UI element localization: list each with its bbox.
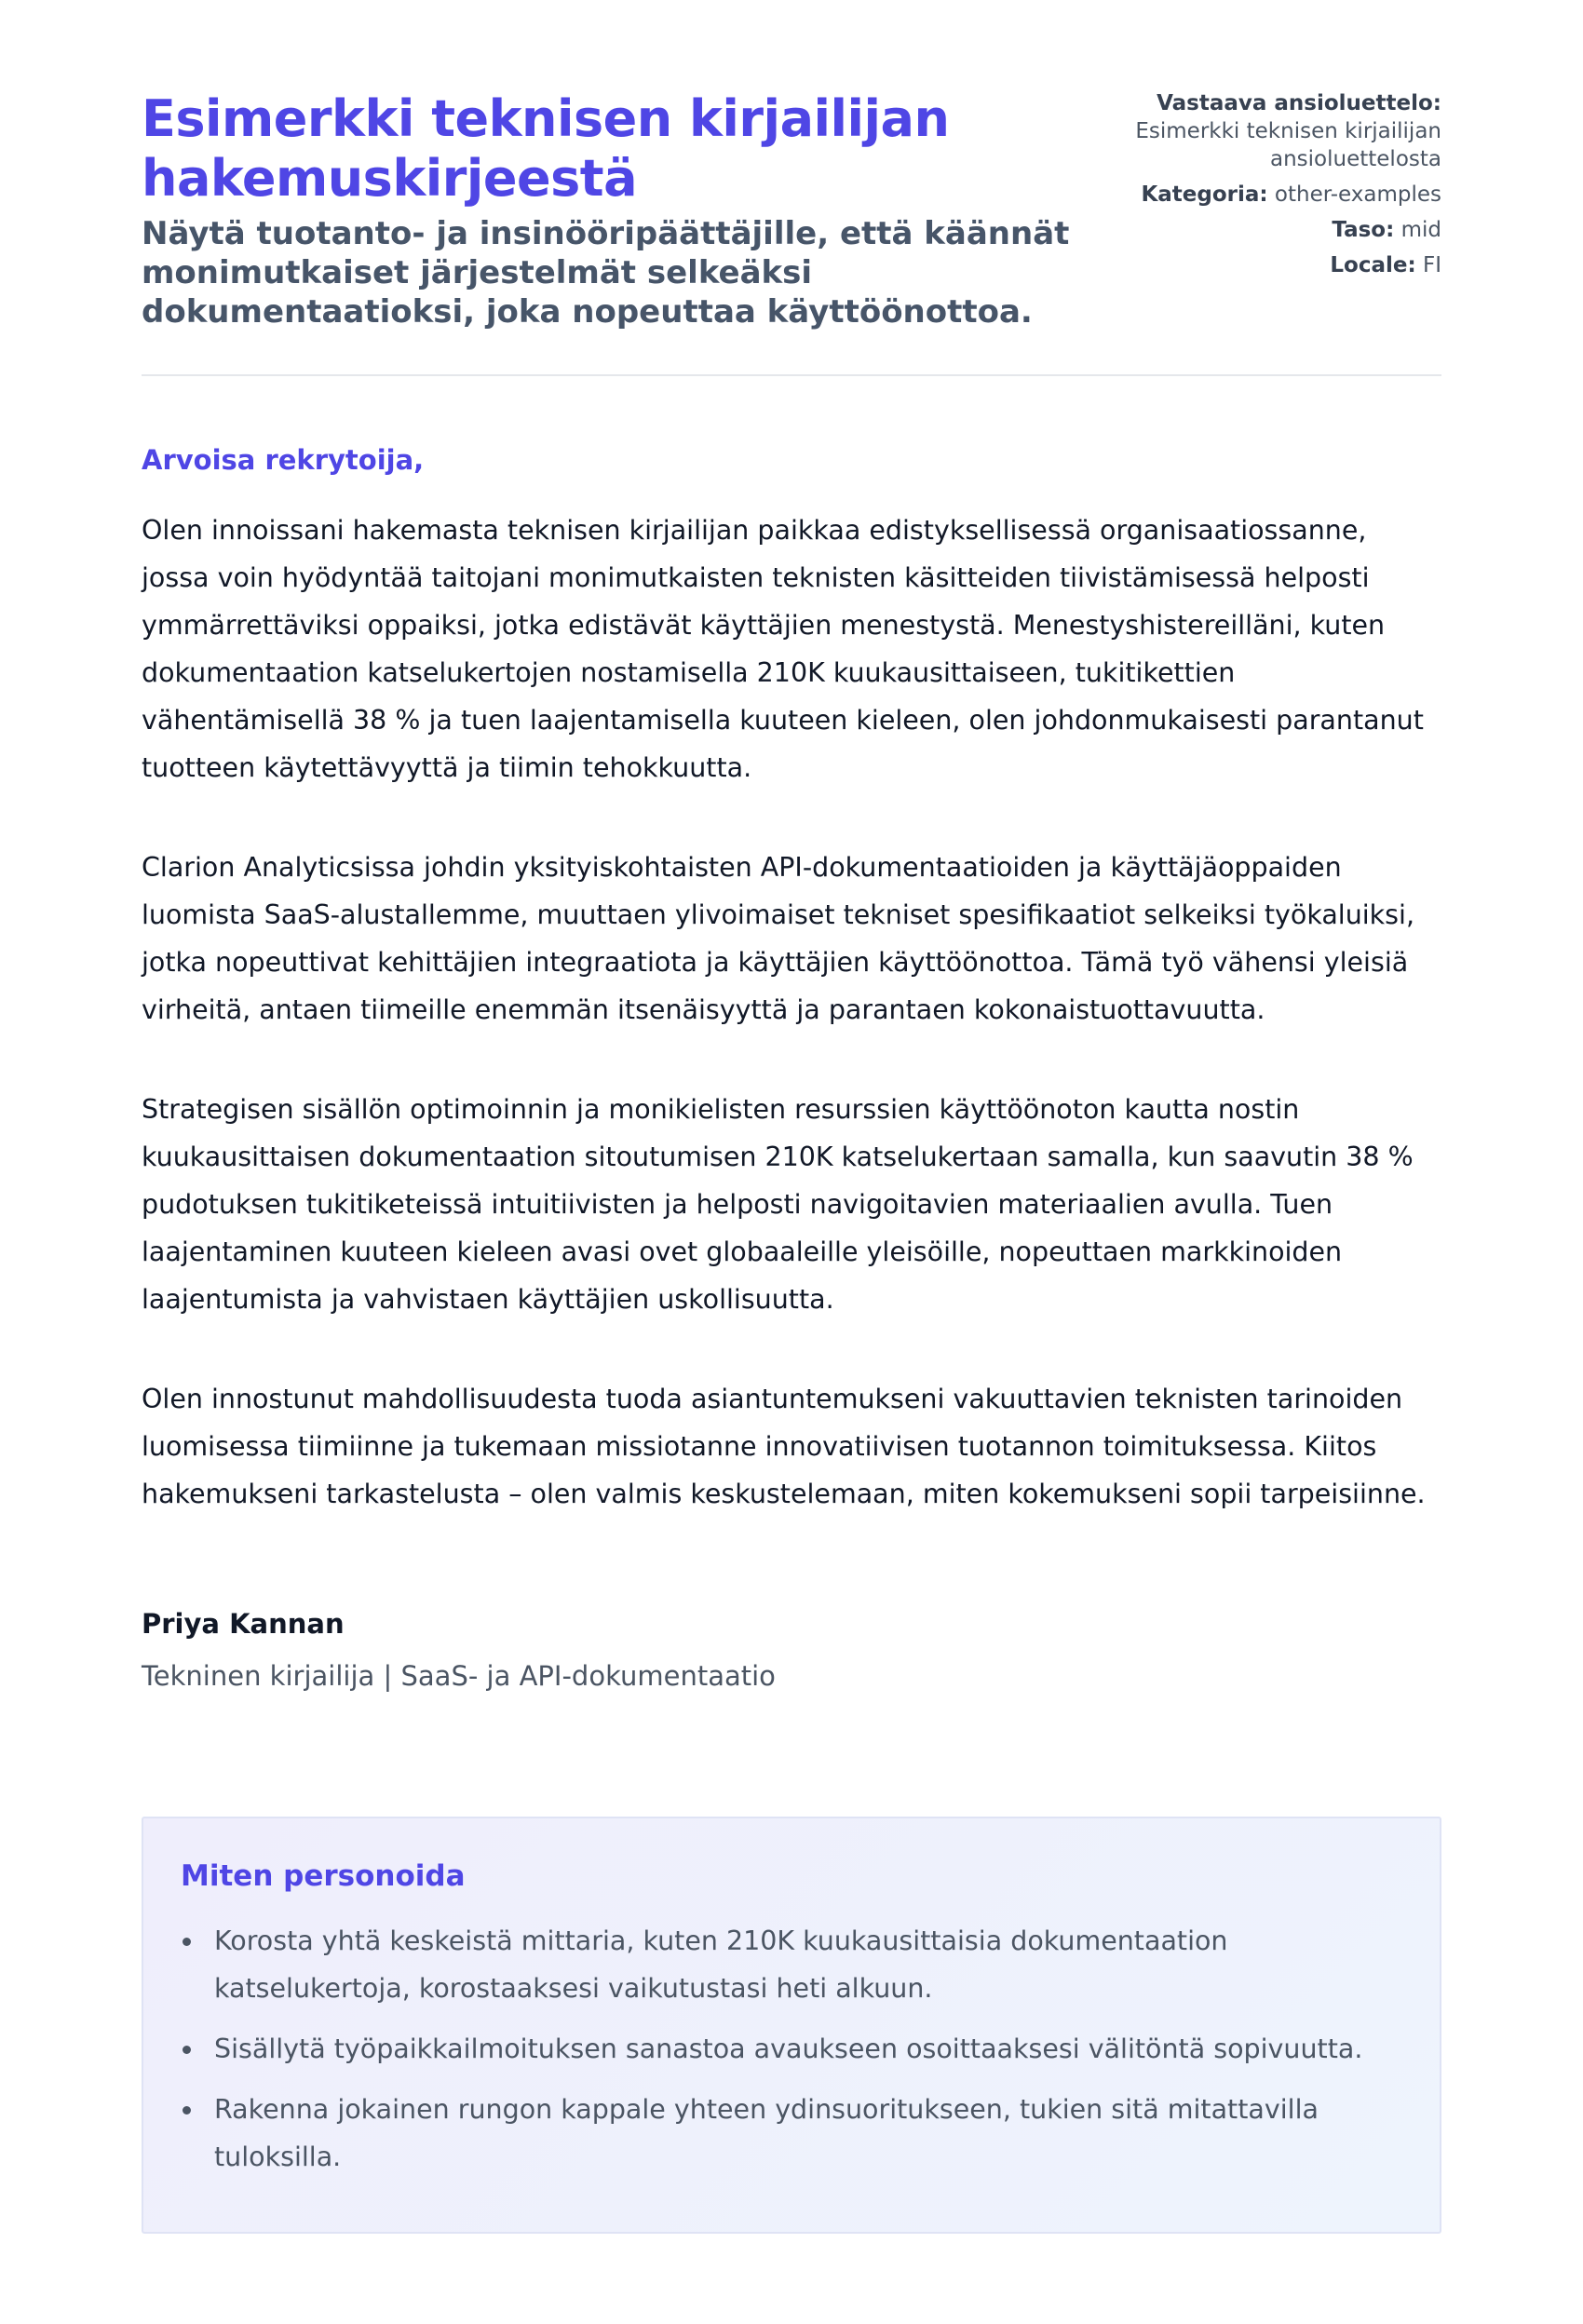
- meta-category-label: Kategoria:: [1141, 182, 1268, 207]
- letter-paragraph: Strategisen sisällön optimoinnin ja monikielisten resurssien käyttöönoton kautta nostin kuukausittaisen dokumentaation sitoutumisen 210K katselukertaan samalla, kun saavutin 38 % pudotuksen tukitiketeissä intuitiivisten ja helposti navigoitavien materiaalien avulla. Tuen laajentaminen kuuteen kieleen avasi ovet globaaleille yleisöille, nopeuttaen markkinoiden laajentumista ja vahvistaen käyttäjien uskollisuutta.: [142, 1094, 1414, 1315]
- meta-level: [1134, 216, 1441, 244]
- page-subtitle: Näytä tuotanto- ja insinööripäättäjille, että käännät monimutkaiset järjestelmät selkeäksi dokumentaatioksi, joka nopeuttaa käyttöönottoa.: [142, 215, 1070, 331]
- meta-category: [1134, 181, 1441, 209]
- document-header: [142, 89, 1441, 376]
- personalization-tips-box: [142, 1817, 1441, 2234]
- bullet-icon: [183, 2046, 191, 2054]
- tips-title: Miten personoida: [181, 1859, 466, 1893]
- letter-paragraph: Olen innoissani hakemasta teknisen kirjailijan paikkaa edistyksellisessä organisaatiossanne, jossa voin hyödyntää taitojani monimutkaisten teknisten käsitteiden tiivistämisessä helposti ymmärrettäviksi oppaiksi, jotka edistävät käyttäjien menestystä. Menestyshistereilläni, kuten dokumentaation katselukertojen nostamisella 210K kuukausittaiseen, tukitikettien vähentämisellä 38 % ja tuen laajentamisella kuuteen kieleen, olen johdonmukaisesti parantanut tuotteen käytettävyyttä ja tiimin tehokkuutta.: [142, 515, 1424, 783]
- list-item: [181, 2025, 1400, 2073]
- meta-resume-link[interactable]: Esimerkki teknisen kirjailijan ansioluettelosta: [1135, 119, 1441, 171]
- bullet-icon: [183, 1938, 191, 1946]
- signature-block: [142, 1605, 1441, 1695]
- list-item: [181, 1917, 1400, 2012]
- header-title-block: [142, 89, 1082, 331]
- letter-paragraph: Clarion Analyticsissa johdin yksityiskohtaisten API-dokumentaatioiden ja käyttäjäoppaiden luomista SaaS-alustallemme, muuttaen ylivoimaiset tekniset spesifikaatiot selkeiksi työkaluiksi, jotka nopeuttivat kehittäjien integraatiota ja käyttäjien käyttöönottoa. Tämä työ vähensi yleisiä virheitä, antaen tiimeille enemmän itsenäisyyttä ja parantaen kokonaistuottavuutta.: [142, 852, 1415, 1025]
- bullet-icon: [183, 2106, 191, 2115]
- tips-list: [181, 1917, 1400, 2181]
- list-item: [181, 2086, 1400, 2181]
- meta-category-value: other-examples: [1274, 182, 1441, 207]
- meta-resume: [1134, 89, 1441, 173]
- meta-level-value: mid: [1400, 218, 1441, 242]
- meta-locale-value: FI: [1422, 253, 1441, 277]
- meta-locale-label: Locale:: [1330, 253, 1416, 277]
- tip-text: Rakenna jokainen rungon kappale yhteen ydinsuoritukseen, tukien sitä mitattavilla tuloksilla.: [214, 2094, 1319, 2172]
- meta-resume-label: Vastaava ansioluettelo:: [1157, 91, 1441, 115]
- document-meta: [1134, 89, 1441, 287]
- letter-paragraph: Olen innostunut mahdollisuudesta tuoda asiantuntemukseni vakuuttavien teknisten tarinoiden luomisessa tiimiinne ja tukemaan missiotanne innovatiivisen tuotannon toimituksessa. Kiitos hakemukseni tarkastelusta – olen valmis keskustelemaan, miten kokemukseni sopii tarpeisiinne.: [142, 1384, 1426, 1509]
- salutation: Arvoisa rekrytoija,: [142, 444, 425, 476]
- meta-locale: [1134, 251, 1441, 279]
- letter-body: [142, 441, 1441, 1695]
- page-title: Esimerkki teknisen kirjailijan hakemuskirjeestä: [142, 89, 950, 208]
- meta-level-label: Taso:: [1332, 218, 1395, 242]
- signature-name: Priya Kannan: [142, 1608, 345, 1640]
- signature-role: Tekninen kirjailija | SaaS- ja API-dokumentaatio: [142, 1660, 776, 1692]
- tip-text: Korosta yhtä keskeistä mittaria, kuten 210K kuukausittaisia dokumentaation katselukertoja, korostaaksesi vaikutustasi heti alkuun.: [214, 1925, 1228, 2004]
- tip-text: Sisällytä työpaikkailmoituksen sanastoa avaukseen osoittaaksesi välitöntä sopivuutta.: [214, 2034, 1363, 2064]
